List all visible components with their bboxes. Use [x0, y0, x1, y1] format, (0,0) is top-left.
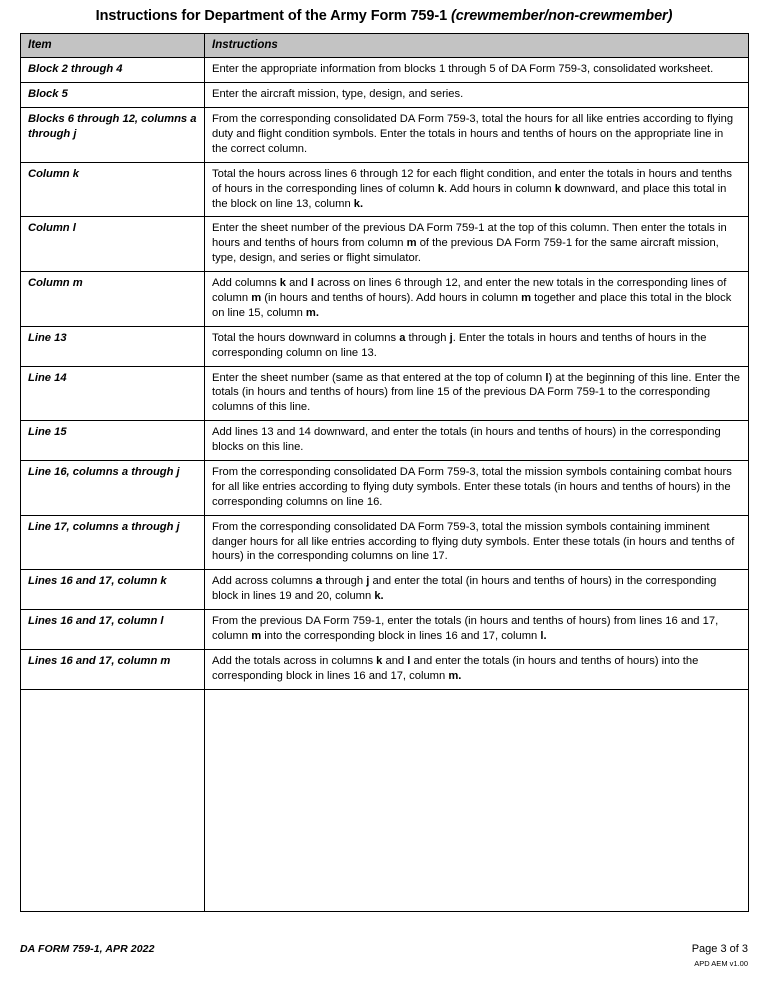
row-instruction-text: Add columns k and l across on lines 6 through 12, and enter the new totals in the corresponding lines of column m (in hours and tenths of hours). Add hours in column m together and place this total in the block on line 15, column m.	[205, 272, 749, 327]
column-header-instructions: Instructions	[205, 34, 749, 58]
row-instruction-text: Total the hours across lines 6 through 12 for each flight condition, and enter the totals in hours and tenths of hours in the corresponding lines of column k. Add hours in column k downward, and place this total in the block on line 13, column k.	[205, 162, 749, 217]
row-instruction-text: Add lines 13 and 14 downward, and enter the totals (in hours and tenths of hours) in the corresponding blocks on this line.	[205, 421, 749, 461]
row-item-label: Line 16, columns a through j	[21, 460, 205, 515]
table-row	[21, 649, 749, 689]
row-item-label: Line 14	[21, 366, 205, 421]
table-body	[21, 58, 749, 911]
instructions-table	[20, 33, 749, 912]
row-instruction-text: Enter the sheet number (same as that entered at the top of column l) at the beginning of this line. Enter the totals (in hours and tenths of hours) from line 15 of the previous DA Form 759-1 to the corresponding columns of this line.	[205, 366, 749, 421]
table-row	[21, 58, 749, 83]
row-item-label: Lines 16 and 17, column l	[21, 610, 205, 650]
row-item-label: Block 2 through 4	[21, 58, 205, 83]
row-item-label: Line 15	[21, 421, 205, 461]
table-row	[21, 421, 749, 461]
table-row	[21, 108, 749, 163]
table-row	[21, 272, 749, 327]
page-title-main: Instructions for Department of the Army Form 759-1	[95, 8, 451, 24]
table-row	[21, 460, 749, 515]
row-item-label: Column l	[21, 217, 205, 272]
footer-apd-version: APD AEM v1.00	[694, 958, 748, 968]
row-item-label: Column m	[21, 272, 205, 327]
row-item-label: Line 17, columns a through j	[21, 515, 205, 570]
row-item-label: Column k	[21, 162, 205, 217]
table-row	[21, 162, 749, 217]
footer-right-block	[692, 943, 748, 969]
row-instruction-text: From the previous DA Form 759-1, enter the totals (in hours and tenths of hours) from lines 16 and 17, column m into the corresponding block in lines 16 and 17, column l.	[205, 610, 749, 650]
row-instruction-text: Enter the sheet number of the previous DA Form 759-1 at the top of this column. Then enter the totals in hours and tenths of hours from column m of the previous DA Form 759-1 for the same aircraft mission, type, design, and series or flight simulator.	[205, 217, 749, 272]
row-instruction-text: Enter the aircraft mission, type, design, and series.	[205, 83, 749, 108]
table-row	[21, 570, 749, 610]
row-item-label: Line 13	[21, 326, 205, 366]
table-header-row	[21, 34, 749, 58]
row-instruction-text: Add across columns a through j and enter the total (in hours and tenths of hours) in the corresponding block in lines 19 and 20, column k.	[205, 570, 749, 610]
row-item-label: Lines 16 and 17, column m	[21, 649, 205, 689]
filler-cell-instruction	[205, 689, 749, 911]
footer-page-number: Page 3 of 3	[691, 943, 748, 955]
row-instruction-text: From the corresponding consolidated DA Form 759-3, total the mission symbols containing imminent danger hours for all like entries according to flying duty symbols. Enter these totals (in hours and tenths of hours) in the corresponding columns on line 17.	[205, 515, 749, 570]
table-row	[21, 217, 749, 272]
table-row	[21, 610, 749, 650]
row-instruction-text: Total the hours downward in columns a through j. Enter the totals in hours and tenths of hours in the corresponding column on line 13.	[205, 326, 749, 366]
table-row	[21, 83, 749, 108]
row-instruction-text: From the corresponding consolidated DA Form 759-3, total the mission symbols containing combat hours for all like entries according to flying duty symbols. Enter these totals (in hours and tenths of hours) in the corresponding columns on line 16.	[205, 460, 749, 515]
page-title	[0, 0, 768, 33]
table-row	[21, 326, 749, 366]
table-filler-row	[21, 689, 749, 911]
row-instruction-text: From the corresponding consolidated DA Form 759-3, total the hours for all like entries according to flying duty and flight condition symbols. Enter the totals in hours and tenths of hours on the appropriate line in the correct column.	[205, 108, 749, 163]
column-header-item: Item	[21, 34, 205, 58]
footer-form-id: DA FORM 759-1, APR 2022	[20, 943, 155, 955]
row-item-label: Lines 16 and 17, column k	[21, 570, 205, 610]
table-header	[21, 34, 749, 58]
row-instruction-text: Add the totals across in columns k and l and enter the totals (in hours and tenths of hours) into the corresponding block in lines 16 and 17, column m.	[205, 649, 749, 689]
row-item-label: Blocks 6 through 12, columns a through j	[21, 108, 205, 163]
table-row	[21, 515, 749, 570]
filler-cell-item	[21, 689, 205, 911]
row-item-label: Block 5	[21, 83, 205, 108]
page-footer	[20, 943, 748, 979]
table-row	[21, 366, 749, 421]
row-instruction-text: Enter the appropriate information from blocks 1 through 5 of DA Form 759-3, consolidated worksheet.	[205, 58, 749, 83]
page-title-subject: (crewmember/non-crewmember)	[450, 8, 673, 24]
